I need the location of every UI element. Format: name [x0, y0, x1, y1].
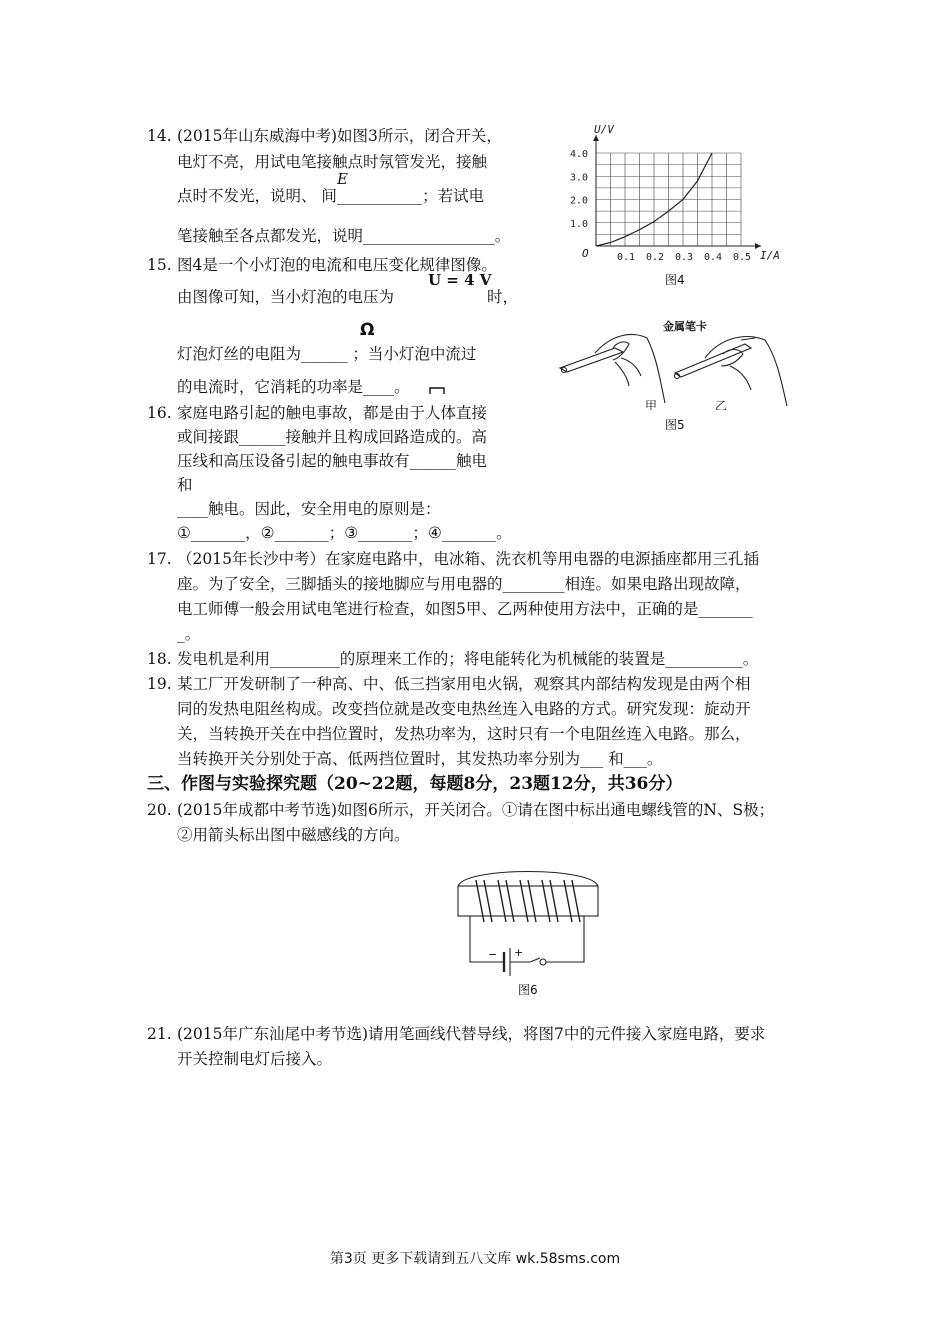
q19-line-4: 当转换开关分别处于高、低两挡位置时，其发热功率分别为___ 和___。 [177, 750, 663, 768]
battery-minus-label: − [488, 948, 498, 961]
figure-4-chart [560, 115, 790, 275]
solenoid-tube [458, 886, 598, 916]
figure-5-label-metal-clip: 金属笔卡 [663, 320, 707, 333]
q14-number: 14. [147, 127, 172, 145]
q15-line-4: 的电流时，它消耗的功率是____。 [177, 378, 410, 396]
y-tick-label: 2.0 [570, 195, 589, 207]
figure-6-caption: 图6 [518, 983, 538, 997]
q14-line-3: 点时不发光，说明、 间___________；若试电 [177, 187, 485, 205]
figure-5-caption: 图5 [665, 418, 685, 432]
q15-number: 15. [147, 256, 172, 274]
page-footer: 第3页 更多下载请到五八文库 wk.58sms.com [329, 1251, 621, 1267]
q17-line-4: _。 [177, 625, 201, 643]
q15-line-2b: 时， [487, 288, 519, 306]
q15-line-1: 图4是一个小灯泡的电流和电压变化规律图像。 [177, 256, 497, 274]
q15-line-3: 灯泡灯丝的电阻为______ ；当小灯泡中流过 [177, 345, 477, 363]
x-tick-label: 0.1 [617, 252, 636, 263]
q16-line-1: 家庭电路引起的触电事故，都是由于人体直接 [177, 404, 488, 422]
figure-5-illustration [555, 318, 795, 410]
y-tick-label: 4.0 [570, 149, 589, 160]
q17-line-2: 座。为了安全，三脚插头的接地脚应与用电器的________相连。如果电路出现故障， [177, 575, 751, 593]
q15-ohm-symbol: Ω [360, 320, 375, 340]
q16-line-5: ____触电。因此，安全用电的原则是： [177, 500, 441, 518]
q18-number: 18. [147, 650, 172, 668]
q15-arc-mark [428, 384, 446, 396]
q19-number: 19. [147, 675, 172, 693]
x-tick-label: 0.3 [675, 252, 694, 263]
q14-e-symbol: E [337, 170, 348, 188]
x-tick-label: 0.4 [704, 252, 723, 263]
y-tick-label: 3.0 [570, 172, 589, 184]
pen-hand-a [560, 334, 665, 403]
q19-line-1: 某工厂开发研制了一种高、中、低三挡家用电火锅，观察其内部结构发现是由两个相 [177, 675, 751, 693]
x-tick-label: 0.5 [733, 252, 752, 263]
x-tick-label: 0.2 [646, 252, 665, 263]
q16-number: 16. [147, 404, 172, 422]
figure-6-circuit [448, 858, 608, 978]
q14-line-1: (2015年山东威海中考)如图3所示，闭合开关， [177, 127, 502, 145]
figure-4-caption: 图4 [665, 273, 685, 287]
q20-number: 20. [147, 801, 172, 819]
chart-origin-label: O [582, 247, 589, 260]
q14-line-4: 笔接触至各点都发光，说明_________________。 [177, 227, 511, 245]
section-3-heading: 三、作图与实验探究题（20~22题，每题8分，23题12分，共36分） [147, 774, 683, 794]
q21-line-1: (2015年广东汕尾中考节选)请用笔画线代替导线，将图7中的元件接入家庭电路，要求 [177, 1025, 766, 1043]
q17-number: 17. [147, 550, 172, 568]
chart-y-axis-label: U/V [594, 123, 614, 136]
q15-voltage-label: U = 4 V [428, 271, 492, 289]
q20-line-1: (2015年成都中考节选)如图6所示，开关闭合。①请在图中标出通电螺线管的N、S极； [177, 801, 775, 819]
chart-x-axis-label: I/A [760, 249, 780, 262]
figure-5-label-a: 甲 [645, 399, 658, 410]
q17-line-3: 电工师傅一般会用试电笔进行检查，如图5甲、乙两种使用方法中，正确的是_______ [177, 600, 753, 618]
q21-number: 21. [147, 1025, 172, 1043]
switch-contact [540, 959, 546, 965]
chart-grid [596, 153, 741, 246]
chart-axes [593, 135, 761, 249]
q18-line-1: 发电机是利用_________的原理来工作的；将电能转化为机械能的装置是__________。 [177, 650, 759, 668]
y-tick-label: 1.0 [570, 218, 589, 230]
figure-5-label-b: 乙 [715, 399, 728, 410]
q17-line-1: （2015年长沙中考）在家庭电路中，电冰箱、洗衣机等用电器的电源插座都用三孔插 [177, 550, 759, 568]
battery-plus-label: + [514, 946, 524, 959]
switch-lever [530, 958, 540, 962]
pen-hand-b [675, 337, 788, 406]
q21-line-2: 开关控制电灯后接入。 [177, 1050, 333, 1068]
q15-line-2: 由图像可知，当小灯泡的电压为 [177, 288, 395, 306]
q16-line-3: 压线和高压设备引起的触电事故有______触电 [177, 452, 488, 470]
q16-line-4: 和 [177, 476, 193, 494]
q19-line-3: 关，当转换开关在中挡位置时，发热功率为，这时只有一个电阻丝连入电路。那么， [177, 725, 751, 743]
q19-line-2: 同的发热电阻丝构成。改变挡位就是改变电热丝连入电路的方式。研究发现：旋动开 [177, 700, 751, 718]
q16-line-2: 或间接跟______接触并且构成回路造成的。高 [177, 428, 488, 446]
q14-line-2: 电灯不亮，用试电笔接触点时氖管发光，接触 [177, 153, 488, 171]
wire-right [546, 916, 584, 962]
q20-line-2: ②用箭头标出图中磁感线的方向。 [177, 826, 410, 844]
q16-line-6: ①_______，②_______；③_______；④_______。 [177, 524, 512, 542]
